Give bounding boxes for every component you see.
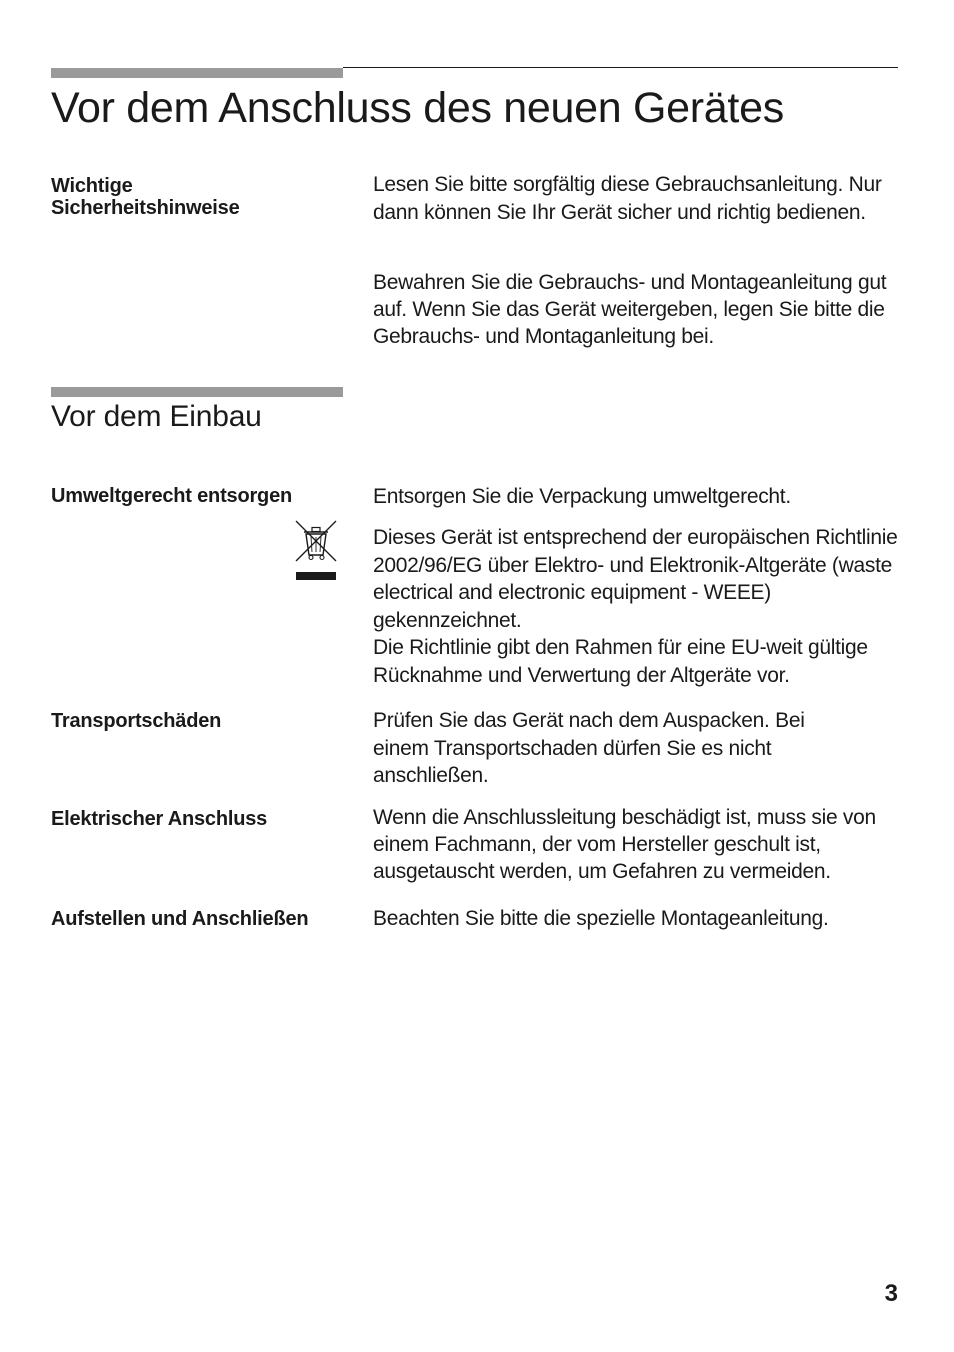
disposal-paragraph-1: Entsorgen Sie die Verpackung umweltgerecht.: [373, 485, 791, 508]
item-label-transport: Transportschäden: [51, 710, 222, 732]
safety-text-2: [373, 269, 905, 350]
title-thin-rule: [343, 67, 898, 68]
transport-paragraph: Prüfen Sie das Gerät nach dem Auspacken. Bei einem Transportschaden dürfen Sie es nicht anschließen.: [373, 709, 805, 787]
installation-text: [373, 905, 905, 933]
item-label-disposal: Umweltgerecht entsorgen: [51, 485, 293, 507]
disposal-text-2: [373, 524, 905, 689]
page-title: Vor dem Anschluss des neuen Gerätes: [51, 84, 784, 132]
safety-paragraph-2: Bewahren Sie die Gebrauchs- und Montageanleitung gut auf. Wenn Sie das Gerät weitergeben, legen Sie bitte die Gebrauchs- und Montaganleitung bei.: [373, 271, 887, 348]
disposal-text-1: [373, 483, 905, 511]
installation-paragraph: Beachten Sie bitte die spezielle Montageanleitung.: [373, 907, 829, 930]
section-label-safety-line1: Wichtige: [51, 175, 133, 197]
item-label-installation: Aufstellen und Anschließen: [51, 908, 309, 930]
item-label-electrical: Elektrischer Anschluss: [51, 808, 268, 830]
safety-text-1: [373, 171, 888, 226]
electrical-text: [373, 804, 905, 885]
disposal-paragraph-3: Die Richtlinie gibt den Rahmen für eine EU-weit gültige Rücknahme und Verwertung der Altgeräte vor.: [373, 636, 868, 687]
electrical-paragraph: Wenn die Anschlussleitung beschädigt ist, muss sie von einem Fachmann, der vom Hersteller geschult ist, ausgetauscht werden, um Gefahren zu vermeiden.: [373, 806, 876, 883]
transport-text: [373, 707, 863, 790]
page-number: 3: [884, 1280, 898, 1307]
section-subtitle: Vor dem Einbau: [51, 400, 262, 433]
title-gray-rule: [51, 68, 343, 78]
section-label-safety: [51, 175, 351, 219]
weee-crossed-bin-icon: [294, 519, 338, 581]
subtitle-gray-rule: [51, 387, 343, 397]
disposal-paragraph-2: Dieses Gerät ist entsprechend der europäischen Richtlinie 2002/96/EG über Elektro- und Elektronik-Altgeräte (waste electrical and electronic equipment - WEEE) gekennzeichnet.: [373, 526, 898, 632]
safety-paragraph-1: Lesen Sie bitte sorgfältig diese Gebrauchsanleitung. Nur dann können Sie Ihr Gerät sicher und richtig bedienen.: [373, 173, 882, 224]
section-label-safety-line2: Sicherheitshinweise: [51, 197, 240, 219]
